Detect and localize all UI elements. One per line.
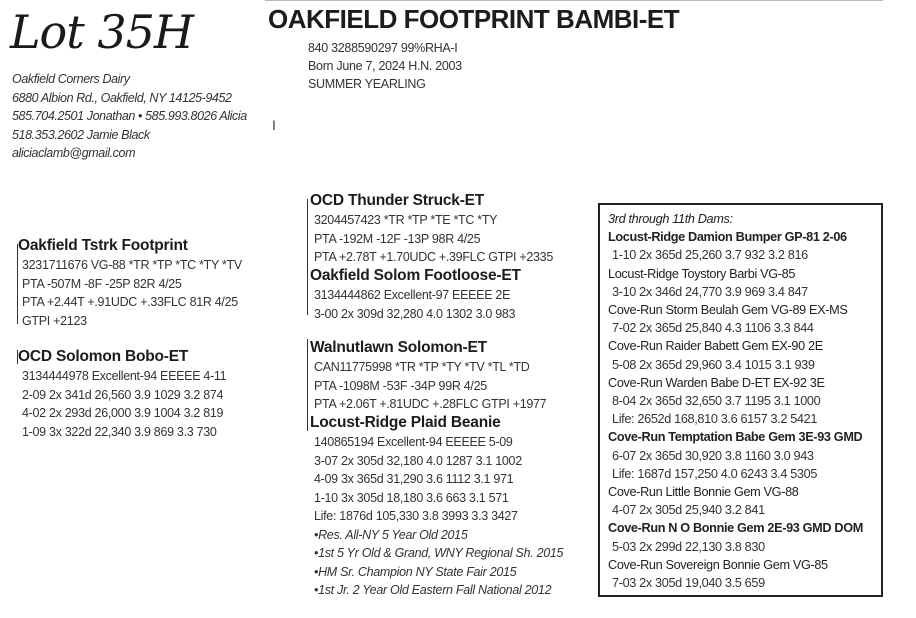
dam-name-line: Locust-Ridge Damion Bumper GP-81 2-06 — [608, 230, 847, 245]
dam-record-line: 5-08 2x 365d 29,960 3.4 1015 3.1 939 — [612, 357, 815, 372]
sire-sire-line: PTA +2.78T +1.70UDC +.39FLC GTPI +2335 — [314, 250, 553, 264]
sire-sire-block — [310, 191, 553, 267]
sire-line: 3231711676 VG-88 *TR *TP *TC *TY *TV — [22, 258, 242, 272]
dam-record-line: 6-07 2x 365d 30,920 3.8 1160 3.0 943 — [612, 448, 814, 463]
dam-dam-line: 4-09 3x 365d 31,290 3.6 1112 3.1 971 — [314, 472, 514, 486]
extended-dams-heading: 3rd through 11th Dams: — [608, 212, 733, 226]
dam-record-line: Life: 2652d 168,810 3.6 6157 3.2 5421 — [612, 412, 818, 427]
dam-name-line: Locust-Ridge Toystory Barbi VG-85 — [608, 266, 796, 281]
dam-sire-line: CAN11775998 *TR *TP *TY *TV *TL *TD — [314, 360, 530, 374]
sire-dam-line: 3-00 2x 309d 32,280 4.0 1302 3.0 983 — [314, 306, 516, 321]
dam-sire-name: Walnutlawn Solomon-ET — [310, 339, 487, 356]
email: aliciaclamb@gmail.com — [12, 146, 136, 160]
dam-record-line: 4-07 2x 305d 25,940 3.2 841 — [612, 503, 765, 518]
sire-name: Oakfield Tstrk Footprint — [18, 237, 188, 254]
sire-block — [18, 236, 242, 330]
consignor-contact — [12, 70, 247, 163]
dam-record-line: 1-10 2x 365d 25,260 3.7 932 3.2 816 — [612, 248, 808, 263]
sire-line: PTA -507M -8F -25P 82R 4/25 — [22, 276, 182, 291]
sire-sire-line: PTA -192M -12F -13P 98R 4/25 — [314, 231, 481, 246]
dam-record-line: 5-03 2x 299d 22,130 3.8 830 — [612, 539, 765, 554]
award-line: •Res. All-NY 5 Year Old 2015 — [314, 527, 468, 542]
dam-name-line: Cove-Run Raider Babett Gem EX-90 2E — [608, 339, 823, 354]
dam-line: 2-09 2x 341d 26,560 3.9 1029 3.2 874 — [22, 387, 224, 402]
dam-dam-line: 3-07 2x 305d 32,180 4.0 1287 3.1 1002 — [314, 453, 522, 468]
sire-line: PTA +2.44T +.91UDC +.33FLC 81R 4/25 — [22, 295, 238, 309]
dam-record-line: 7-03 2x 305d 19,040 3.5 659 — [612, 576, 765, 591]
animal-info — [308, 39, 462, 93]
extended-dams-list — [608, 210, 863, 592]
sire-dam-name: Oakfield Solom Footloose-ET — [310, 267, 521, 284]
phone-1: 585.704.2501 Jonathan • 585.993.8026 Alicia — [12, 109, 247, 123]
farm-name: Oakfield Corners Dairy — [12, 72, 130, 86]
dam-dam-name: Locust-Ridge Plaid Beanie — [310, 414, 501, 431]
dam-name-line: Cove-Run Warden Babe D-ET EX-92 3E — [608, 375, 825, 390]
award-line: •HM Sr. Champion NY State Fair 2015 — [314, 564, 517, 579]
dam-line: 1-09 3x 322d 22,340 3.9 869 3.3 730 — [22, 424, 217, 439]
text-cursor-icon: I — [272, 117, 276, 133]
award-line: •1st 5 Yr Old & Grand, WNY Regional Sh. 2015 — [314, 546, 564, 560]
dam-record-line: 3-10 2x 346d 24,770 3.9 969 3.4 847 — [612, 284, 808, 299]
dam-block — [18, 347, 226, 441]
dam-sire-line: PTA +2.06T +.81UDC +.28FLC GTPI +1977 — [314, 397, 547, 411]
dam-dam-line: Life: 1876d 105,330 3.8 3993 3.3 3427 — [314, 509, 518, 523]
birth-line: Born June 7, 2024 H.N. 2003 — [308, 59, 462, 73]
dam-line: 3134444978 Excellent-94 EEEEE 4-11 — [22, 369, 227, 383]
page-title: OAKFIELD FOOTPRINT BAMBI-ET — [268, 4, 680, 34]
extended-dams-box — [598, 203, 883, 597]
dam-name-line: Cove-Run Temptation Babe Gem 3E-93 GMD — [608, 430, 863, 445]
sire-dam-block — [310, 266, 521, 323]
address: 6880 Albion Rd., Oakfield, NY 14125-9452 — [12, 90, 232, 105]
dam-name: OCD Solomon Bobo-ET — [18, 348, 189, 365]
dam-dam-block — [310, 413, 563, 600]
dam-name-line: Cove-Run Storm Beulah Gem VG-89 EX-MS — [608, 303, 848, 318]
class-line: SUMMER YEARLING — [308, 77, 426, 91]
lot-number: Lot 35H — [10, 5, 193, 59]
sire-sire-line: 3204457423 *TR *TP *TE *TC *TY — [314, 213, 498, 227]
pedigree-bracket-dam-parents — [307, 339, 308, 431]
dam-record-line: 7-02 2x 365d 25,840 4.3 1106 3.3 844 — [612, 321, 814, 336]
dam-dam-line: 1-10 3x 305d 18,180 3.6 663 3.1 571 — [314, 490, 509, 505]
dam-name-line: Cove-Run Sovereign Bonnie Gem VG-85 — [608, 557, 828, 572]
pedigree-bracket-sire-parents — [307, 199, 308, 315]
registration-line: 840 3288590297 99%RHA-I — [308, 41, 458, 55]
dam-sire-line: PTA -1098M -53F -34P 99R 4/25 — [314, 378, 487, 393]
phone-2: 518.353.2602 Jamie Black — [12, 127, 150, 142]
award-line: •1st Jr. 2 Year Old Eastern Fall National 2012 — [314, 583, 552, 597]
sire-dam-line: 3134444862 Excellent-97 EEEEE 2E — [314, 288, 511, 302]
dam-line: 4-02 2x 293d 26,000 3.9 1004 3.2 819 — [22, 406, 224, 420]
dam-dam-line: 140865194 Excellent-94 EEEEE 5-09 — [314, 435, 513, 449]
dam-name-line: Cove-Run N O Bonnie Gem 2E-93 GMD DOM — [608, 521, 863, 536]
sire-sire-name: OCD Thunder Struck-ET — [310, 192, 485, 209]
dam-record-line: 8-04 2x 365d 32,650 3.7 1195 3.1 1000 — [612, 394, 821, 409]
dam-sire-block — [310, 338, 546, 414]
sire-line: GTPI +2123 — [22, 313, 87, 328]
dam-name-line: Cove-Run Little Bonnie Gem VG-88 — [608, 485, 799, 500]
dam-record-line: Life: 1687d 157,250 4.0 6243 3.4 5305 — [612, 466, 818, 481]
header-rule — [265, 0, 883, 1]
